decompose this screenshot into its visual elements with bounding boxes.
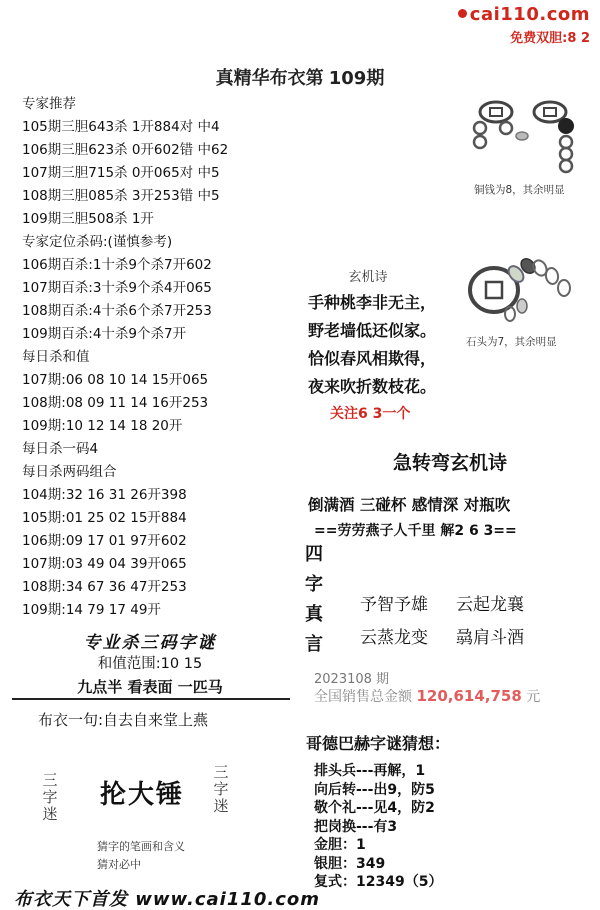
left-row: 108期三胆085杀 3开253错 中5 [22,188,220,204]
goethe-line: 把岗换---有3 [314,818,398,835]
left-row: 107期:06 08 10 14 15开065 [22,372,209,388]
left-row: 专家推荐 [22,96,76,112]
page-title [0,64,600,90]
goethe-line: 向后转---出9，防5 [314,781,435,798]
logo-text: cai110.com [469,4,590,25]
poem-line: 手种桃李非无主， [308,293,437,312]
three-code-title: 专业杀三码字谜 [83,633,217,653]
idiom: 骉肩斗酒 [456,628,524,648]
left-row: 105期:01 25 02 15开884 [22,510,187,526]
goethe-line: 金胆：1 [314,837,366,853]
idiom: 云起龙襄 [456,595,524,615]
poem-line: 恰似春风相欺得， [308,349,437,368]
riddle-right-label: 三 字 迷 [213,763,229,815]
sum-range: 和值范围:10 15 [97,656,203,672]
left-row: 106期三胆623杀 0开602错 中62 [22,142,229,158]
goethe-line: 排头兵---再解，1 [314,763,426,779]
coins-caption: 铜钱为8，其余明显 [474,184,565,196]
poem-line: 野老墙低还似家。 [308,321,437,340]
left-row: 108期:08 09 11 14 16开253 [22,395,209,411]
sales-label: 全国销售总金额 [314,689,412,705]
goethe-line: 敬个礼---见4，防2 [314,800,435,816]
free-double-courage: 免费双胆:8 2 [510,31,590,46]
left-row: 104期:32 16 31 26开398 [22,487,187,503]
sales-unit: 元 [526,689,541,705]
turn-line-2: ==劳劳燕子人千里 解2 6 3== [314,523,517,539]
poem-title: 玄机诗 [348,270,388,285]
riddle-note-1: 猜字的笔画和含义 [97,840,185,853]
title-text: 真精华布衣第 [215,68,324,89]
left-row: 专家定位杀码:(谨慎参考) [22,234,173,250]
idiom: 云蒸龙变 [360,628,428,648]
goethe-line: 复式：12349（5） [314,874,443,890]
divider [12,698,290,700]
stones-caption: 石头为7，其余明显 [466,336,557,348]
left-row: 每日杀和值 [22,349,90,365]
riddle-note-2: 猜对必中 [97,858,141,871]
turn-poem-title: 急转弯玄机诗 [392,452,507,474]
sales-total [314,686,540,706]
left-row: 每日杀一码4 [22,441,99,457]
title-issue: 109期 [328,68,385,89]
site-logo [458,4,590,46]
idiom: 予智予雄 [360,595,428,615]
four-char-label: 四 字 真 言 [305,544,323,655]
left-column [22,93,312,622]
buyi-line: 布衣一句:自去自来堂上燕 [38,711,209,729]
left-row: 108期:34 67 36 47开253 [22,579,187,595]
coins-image [470,96,582,178]
riddle-main: 抡大锤 [100,780,185,810]
goethe-title: 哥德巴赫字谜猜想： [306,734,451,753]
poem-line: 夜来吹折数枝花。 [308,377,437,396]
sales-amount: 120,614,758 [416,687,522,705]
riddle-left-label: 三 字 迷 [42,771,58,823]
left-row: 105期三胆643杀 1开884对 中4 [22,119,220,135]
left-row: 107期三胆715杀 0开065对 中5 [22,165,220,181]
poem-focus: 关注6 3一个 [330,406,411,422]
mystery-poem [308,266,458,423]
turn-line-1: 倒满酒 三碰杯 感情深 对瓶吹 [308,496,511,514]
left-row: 108期百杀:4十杀6个杀7开253 [22,303,212,319]
left-row: 107期百杀:3十杀9个杀4开065 [22,280,212,296]
logo-dot-icon [458,9,467,18]
left-row: 106期百杀:1十杀9个杀7开602 [22,257,212,273]
goethe-list [314,762,442,892]
stones-image [464,254,582,326]
sales-period: 2023108 期 [314,672,390,687]
left-row: 109期:10 12 14 18 20开 [22,418,183,434]
three-code-riddle: 九点半 看表面 一匹马 [77,678,223,696]
footer-link[interactable]: 布衣天下首发 www.cai110.com [14,889,321,910]
left-row: 106期:09 17 01 97开602 [22,533,187,549]
left-row: 109期:14 79 17 49开 [22,602,161,618]
left-row: 109期三胆508杀 1开 [22,211,154,227]
left-row: 107期:03 49 04 39开065 [22,556,187,572]
left-row: 109期百杀:4十杀9个杀7开 [22,326,187,342]
goethe-line: 银胆：349 [314,855,386,872]
left-row: 每日杀两码组合 [22,464,117,480]
